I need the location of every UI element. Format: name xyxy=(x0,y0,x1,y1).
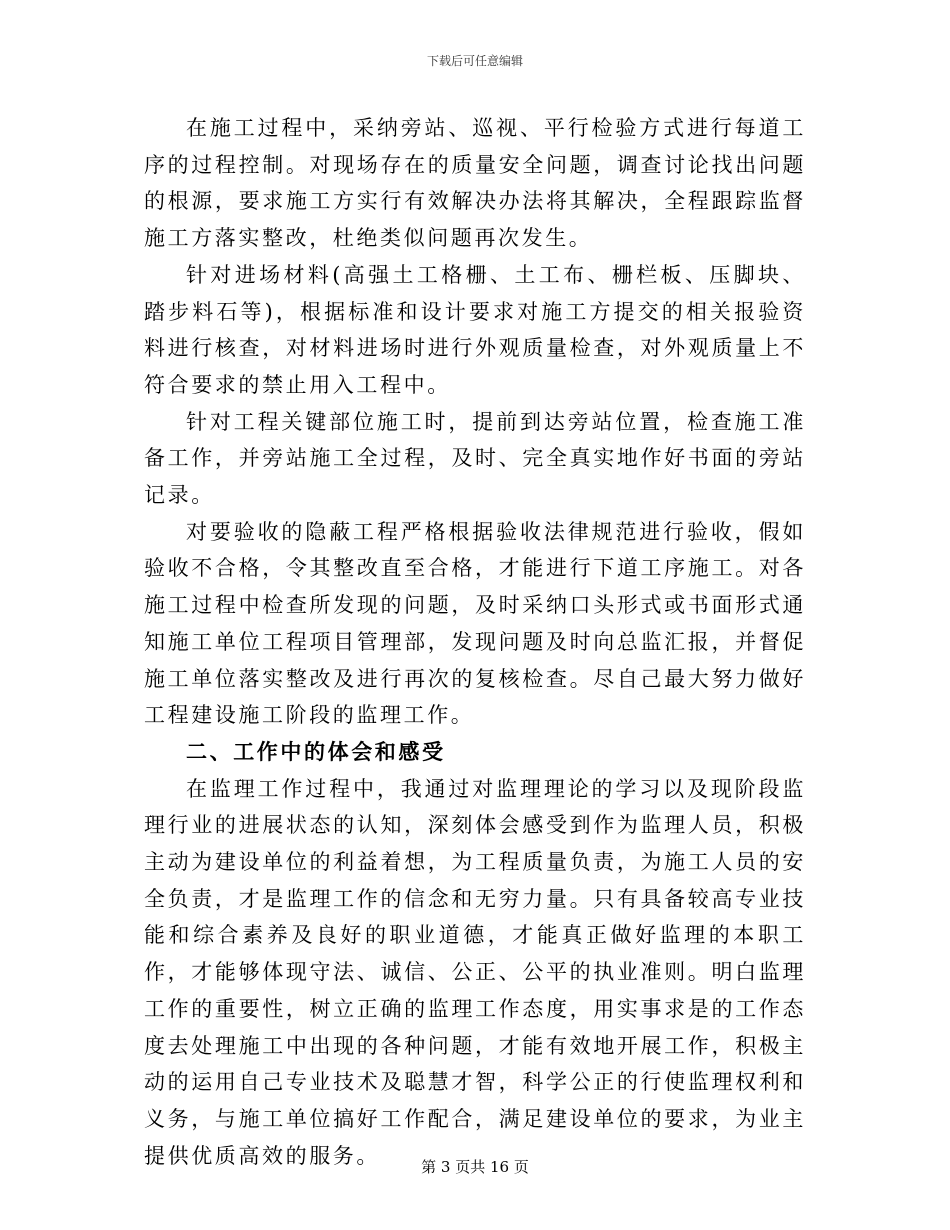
document-body xyxy=(144,110,806,1174)
paragraph-material-inspection: 针对进场材料(高强土工格栅、土工布、栅栏板、压脚块、踏步料石等)，根据标准和设计要求对施工方提交的相关报验资料进行核查，对材料进场时进行外观质量检查，对外观质量上不符合要求的禁止用入工程中。 xyxy=(144,262,806,397)
page-number: 第 3 页共 16 页 xyxy=(421,1158,529,1176)
paragraph-process-control: 在施工过程中，采纳旁站、巡视、平行检验方式进行每道工序的过程控制。对现场存在的质量安全问题，调查讨论找出问题的根源，要求施工方实行有效解决办法将其解决，全程跟踪监督施工方落实整改，杜绝类似问题再次发生。 xyxy=(144,116,806,251)
paragraph-key-parts-supervision: 针对工程关键部位施工时，提前到达旁站位置，检查施工准备工作，并旁站施工全过程，及时、完全真实地作好书面的旁站记录。 xyxy=(144,409,806,508)
section-heading: 二、工作中的体会和感受 xyxy=(186,739,446,764)
paragraph-concealed-works-acceptance: 对要验收的隐蔽工程严格根据验收法律规范进行验收，假如验收不合格，令其整改直至合格，才能进行下道工序施工。对各施工过程中检查所发现的问题，及时采纳口头形式或书面形式通知施工单位工程项目管理部，发现问题及时向总监汇报，并督促施工单位落实整改及进行再次的复核检查。尽自己最大努力做好工程建设施工阶段的监理工作。 xyxy=(144,519,806,728)
page-header: 下载后可任意编辑 xyxy=(426,54,523,68)
paragraph-experience: 在监理工作过程中，我通过对监理理论的学习以及现阶段监理行业的进展状态的认知，深刻体会感受到作为监理人员，积极主动为建设单位的利益着想，为工程质量负责，为施工人员的安全负责，才是监理工作的信念和无穷力量。只有具备较高专业技能和综合素养及良好的职业道德，才能真正做好监理的本职工作，才能够体现守法、诚信、公正、公平的执业准则。明白监理工作的重要性，树立正确的监理工作态度，用实事求是的工作态度去处理施工中出现的各种问题，才能有效地开展工作，积极主动的运用自己专业技术及聪慧才智，科学公正的行使监理权利和义务，与施工单位搞好工作配合，满足建设单位的要求，为业主提供优质高效的服务。 xyxy=(144,776,806,1168)
